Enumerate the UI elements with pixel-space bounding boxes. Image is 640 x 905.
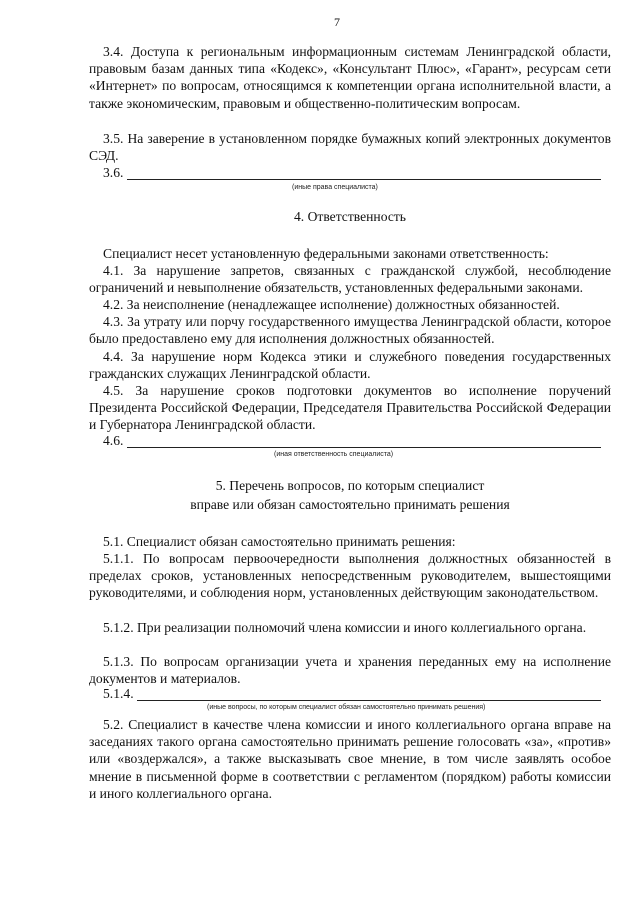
fill-line-3-6 — [103, 165, 603, 182]
blank-line — [137, 700, 601, 701]
paragraph-5-1-3: 5.1.3. По вопросам организации учета и хранения переданных ему на исполнение документов и материалов. — [89, 654, 611, 687]
blank-line — [127, 179, 601, 180]
paragraph-5-1: 5.1. Специалист обязан самостоятельно принимать решения: — [103, 534, 456, 549]
fill-line-caption: (иные вопросы, по которым специалист обязан самостоятельно принимать решения) — [207, 704, 486, 711]
paragraph-5-1-2: 5.1.2. При реализации полномочий члена комиссии и иного коллегиального органа. — [103, 620, 587, 635]
paragraph-3-4: 3.4. Доступа к региональным информационным системам Ленинградской области, правовым базам данных типа «Кодекс», «Консультант Плюс», «Гарант», ресурсам сети «Интернет» по вопросам, относящимся к компетенции органа исполнительной власти, а также экономическим, правовым и общественно-политическим вопросам. — [89, 44, 611, 111]
fill-line-caption: (иная ответственность специалиста) — [274, 451, 394, 458]
paragraph-4-3: 4.3. За утрату или порчу государственного имущества Ленинградской области, которое было предоставлено ему для исполнения должностных обязанностей. — [89, 314, 611, 347]
fill-line-5-1-4 — [103, 686, 603, 703]
paragraph-5-1-1: 5.1.1. По вопросам первоочередности выполнения должностных обязанностей в пределах сроков, установленных непосредственным руководителем, вышестоящими руководителями, и соблюдения норм, установленных действующим законодательством. — [89, 551, 611, 601]
fill-line-label: 5.1.4. — [103, 686, 134, 701]
page-number: 7 — [334, 15, 340, 29]
fill-line-4-6 — [103, 433, 603, 450]
fill-line-label: 4.6. — [103, 433, 124, 448]
blank-line — [127, 447, 601, 448]
paragraph-4-4: 4.4. За нарушение норм Кодекса этики и служебного поведения государственных гражданских служащих Ленинградской области. — [89, 349, 611, 382]
paragraph-4-2: 4.2. За неисполнение (ненадлежащее исполнение) должностных обязанностей. — [103, 297, 560, 312]
section-5-title-line2: вправе или обязан самостоятельно принимать решения — [190, 497, 510, 512]
fill-line-label: 3.6. — [103, 165, 124, 180]
section-4-title: 4. Ответственность — [293, 209, 407, 224]
fill-line-caption: (иные права специалиста) — [292, 184, 378, 191]
paragraph-3-5: 3.5. На заверение в установленном порядке бумажных копий электронных документов СЭД. — [89, 131, 611, 164]
paragraph-4-5: 4.5. За нарушение сроков подготовки документов во исполнение поручений Президента Российской Федерации, Председателя Правительства Российской Федерации и Губернатора Ленинградской области. — [89, 383, 611, 433]
section-5-title-line1: 5. Перечень вопросов, по которым специалист — [215, 478, 485, 493]
section-4-intro: Специалист несет установленную федеральными законами ответственность: — [103, 246, 549, 261]
paragraph-5-2: 5.2. Специалист в качестве члена комиссии и иного коллегиального органа вправе на заседаниях такого органа самостоятельно принимать решение голосовать «за», «против» или «воздержался», а также высказывать свое мнение, в том числе заявлять особое мнение в письменной форме в соответствии с регламентом (порядком) работы комиссии и иного коллегиального органа. — [89, 717, 611, 801]
paragraph-4-1: 4.1. За нарушение запретов, связанных с гражданской службой, несоблюдение ограничений и невыполнение обязательств, установленных федеральными законами. — [89, 263, 611, 296]
